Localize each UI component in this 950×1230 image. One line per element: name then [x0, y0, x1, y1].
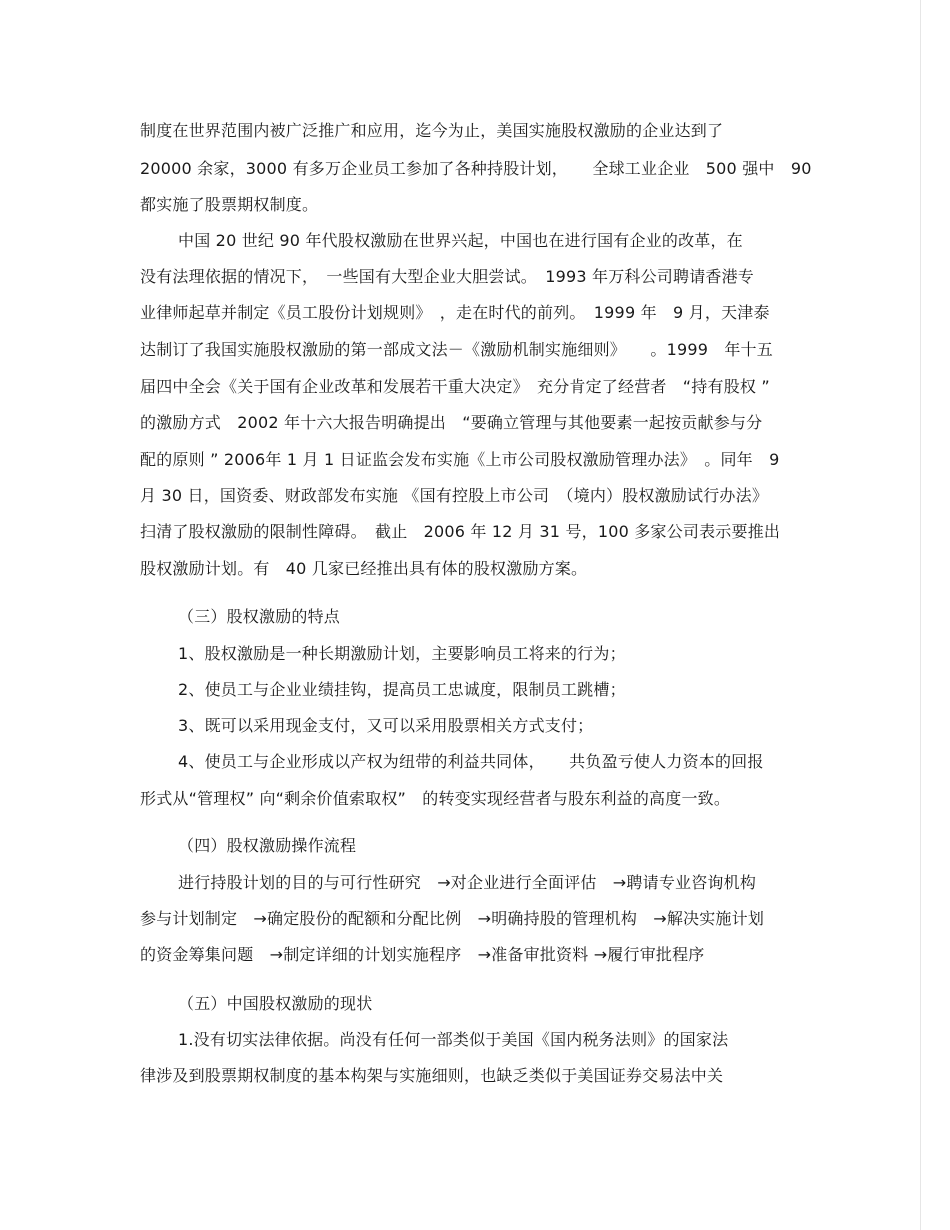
paragraph-line: 股权激励计划。有 40 几家已经推出具有体的股权激励方案。 — [140, 559, 588, 578]
list-item: 1、股权激励是一种长期激励计划，主要影响员工将来的行为； — [178, 644, 626, 663]
list-item: 2、使员工与企业业绩挂钩，提高员工忠诚度，限制员工跳槽； — [178, 680, 626, 699]
list-item: 3、既可以采用现金支付，又可以采用股票相关方式支付； — [178, 716, 594, 735]
section-heading-3: （三）股权激励的特点 — [178, 607, 341, 626]
section-heading-4: （四）股权激励操作流程 — [178, 836, 357, 855]
paragraph-line: 配的原则 ” 2006年 1 月 1 日证监会发布实施《上市公司股权激励管理办法》 。同年 9 — [140, 450, 780, 469]
paragraph-line: 扫清了股权激励的限制性障碍。 截止 2006 年 12 月 31 号，100 多家公司表示要推出 — [140, 522, 781, 541]
paragraph-line: 没有法理依据的情况下， 一些国有大型企业大胆尝试。 1993 年万科公司聘请香港专 — [140, 267, 755, 286]
paragraph-line: 20000 余家，3000 有多万企业员工参加了各种持股计划， 全球工业企业 500 强中 90 — [140, 159, 812, 178]
paragraph-line: 中国 20 世纪 90 年代股权激励在世界兴起，中国也在进行国有企业的改革，在 — [178, 231, 743, 250]
paragraph-line: 1.没有切实法律依据。尚没有任何一部类似于美国《国内税务法则》的国家法 — [178, 1030, 729, 1049]
paragraph-line: 月 30 日，国资委、财政部发布实施 《国有控股上市公司 （境内）股权激励试行办法》 — [140, 486, 769, 505]
paragraph-line: 业律师起草并制定《员工股份计划规则》 ，走在时代的前列。 1999 年 9 月，天津泰 — [140, 303, 770, 322]
paragraph-line: 进行持股计划的目的与可行性研究 →对企业进行全面评估 →聘请专业咨询机构 — [178, 873, 757, 892]
paragraph-line: 届四中全会《关于国有企业改革和发展若干重大决定》 充分肯定了经营者 “持有股权 ” — [140, 377, 770, 396]
paragraph-line: 达制订了我国实施股权激励的第一部成文法－《激励机制实施细则》 。1999 年十五 — [140, 340, 773, 359]
paragraph-line: 形式从“管理权” 向“剩余价值索取权” 的转变实现经营者与股东利益的高度一致。 — [140, 789, 731, 808]
paragraph-line: 制度在世界范围内被广泛推广和应用，迄今为止，美国实施股权激励的企业达到了 — [140, 121, 724, 140]
paragraph-line: 的资金筹集问题 →制定详细的计划实施程序 →准备审批资料 →履行审批程序 — [140, 945, 705, 964]
paragraph-line: 律涉及到股票期权制度的基本构架与实施细则，也缺乏类似于美国证券交易法中关 — [140, 1066, 724, 1085]
paragraph-line: 的激励方式 2002 年十六大报告明确提出 “要确立管理与其他要素一起按贡献参与分 — [140, 413, 763, 432]
page-edge-divider — [920, 0, 921, 1230]
paragraph-line: 参与计划制定 →确定股份的配额和分配比例 →明确持股的管理机构 →解决实施计划 — [140, 909, 765, 928]
list-item: 4、使员工与企业形成以产权为纽带的利益共同体， 共负盈亏使人力资本的回报 — [178, 752, 764, 771]
section-heading-5: （五）中国股权激励的现状 — [178, 994, 373, 1013]
paragraph-line: 都实施了股票期权制度。 — [140, 195, 319, 214]
